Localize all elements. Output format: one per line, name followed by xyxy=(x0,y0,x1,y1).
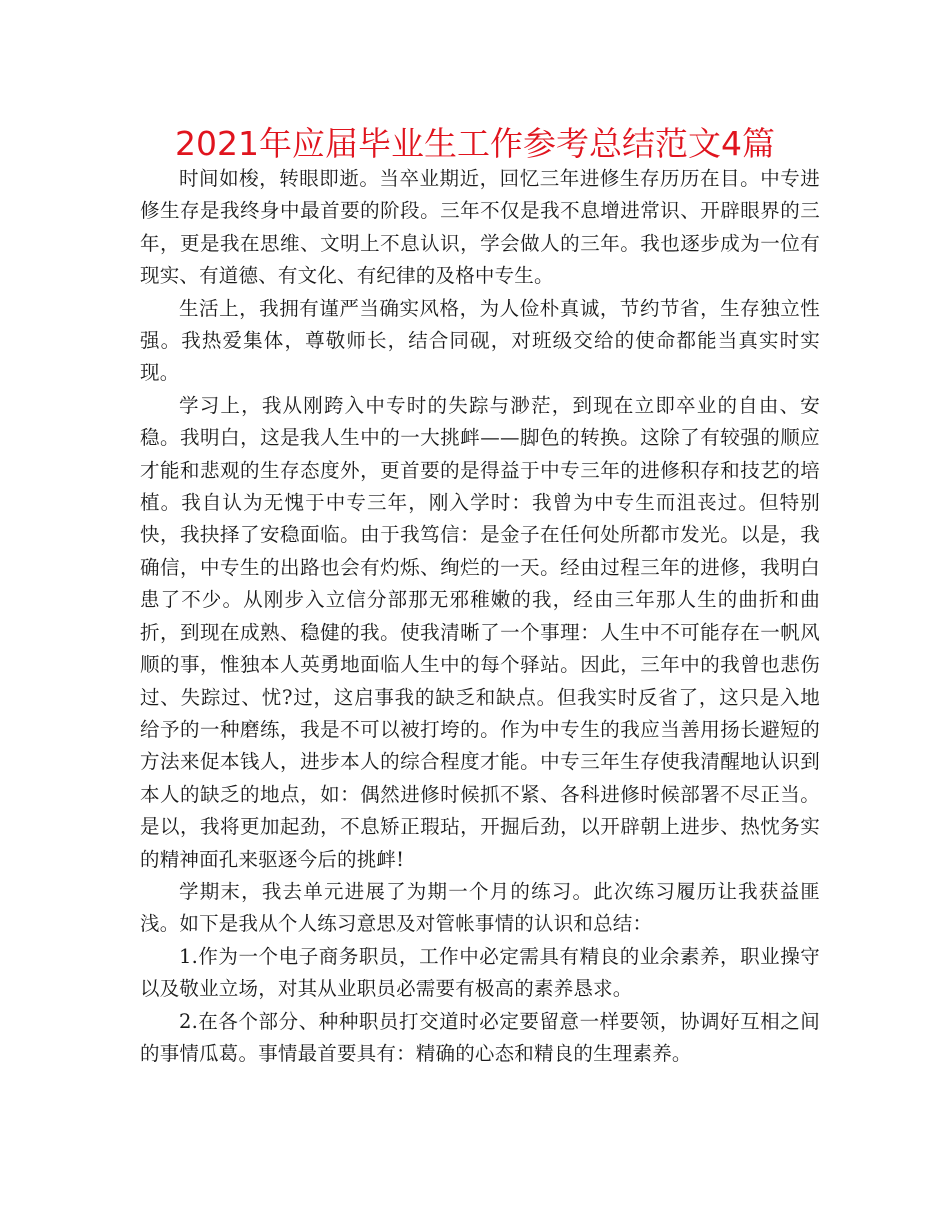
document-body xyxy=(140,163,820,1070)
paragraph-point-2: 2.在各个部分、种种职员打交道时必定要留意一样要领，协调好互相之间的事情瓜葛。事情最首要具有：精确的心态和精良的生理素养。 xyxy=(140,1009,820,1065)
paragraph-point-1: 1.作为一个电子商务职员，工作中必定需具有精良的业余素养，职业操守以及敬业立场，对其从业职员必需要有极高的素养恳求。 xyxy=(140,944,820,1001)
paragraph-study: 学习上，我从刚跨入中专时的失踪与渺茫，到现在立即卒业的自由、安稳。我明白，这是我人生中的一大挑衅——脚色的转换。这除了有较强的顺应才能和悲观的生存态度外，更首要的是得益于中专三年的进修积存和技艺的培植。我自认为无愧于中专三年，刚入学时：我曾为中专生而沮丧过。但特别快，我抉择了安稳面临。由于我笃信：是金子在任何处所都市发光。以是，我确信，中专生的出路也会有灼烁、绚烂的一天。经由过程三年的进修，我明白患了不少。从刚步入立信分部那无邪稚嫩的我，经由三年那人生的曲折和曲折，到现在成熟、稳健的我。使我清晰了一个事理：人生中不可能存在一帆风顺的事，惟独本人英勇地面临人生中的每个驿站。因此，三年中的我曾也悲伤过、失踪过、忧?过，这启事我的缺乏和缺点。但我实时反省了，这只是入地给予的一种磨练，我是不可以被打垮的。作为中专生的我应当善用扬长避短的方法来促本钱人，进步本人的综合程度才能。中专三年生存使我清醒地认识到本人的缺乏的地点，如：偶然进修时候抓不紧、各科进修时候部署不尽正当。是以，我将更加起劲，不息矫正瑕玷，开掘后劲，以开辟朝上进步、热忱务实的精神面孔来驱逐今后的挑衅! xyxy=(140,393,820,871)
document-title: 2021年应届毕业生工作参考总结范文4篇 xyxy=(175,124,775,163)
paragraph-internship: 学期末，我去单元进展了为期一个月的练习。此次练习履历让我获益匪浅。如下是我从个人练习意思及对管帐事情的认识和总结： xyxy=(140,879,820,936)
paragraph-intro: 时间如梭，转眼即逝。当卒业期近，回忆三年进修生存历历在目。中专进修生存是我终身中最首要的阶段。三年不仅是我不息增进常识、开辟眼界的三年，更是我在思维、文明上不息认识，学会做人的三年。我也逐步成为一位有现实、有道德、有文化、有纪律的及格中专生。 xyxy=(140,167,820,288)
paragraph-life: 生活上，我拥有谨严当确实风格，为人俭朴真诚，节约节省，生存独立性强。我热爱集体，尊敬师长，结合同砚，对班级交给的使命都能当真实时实现。 xyxy=(140,296,820,385)
